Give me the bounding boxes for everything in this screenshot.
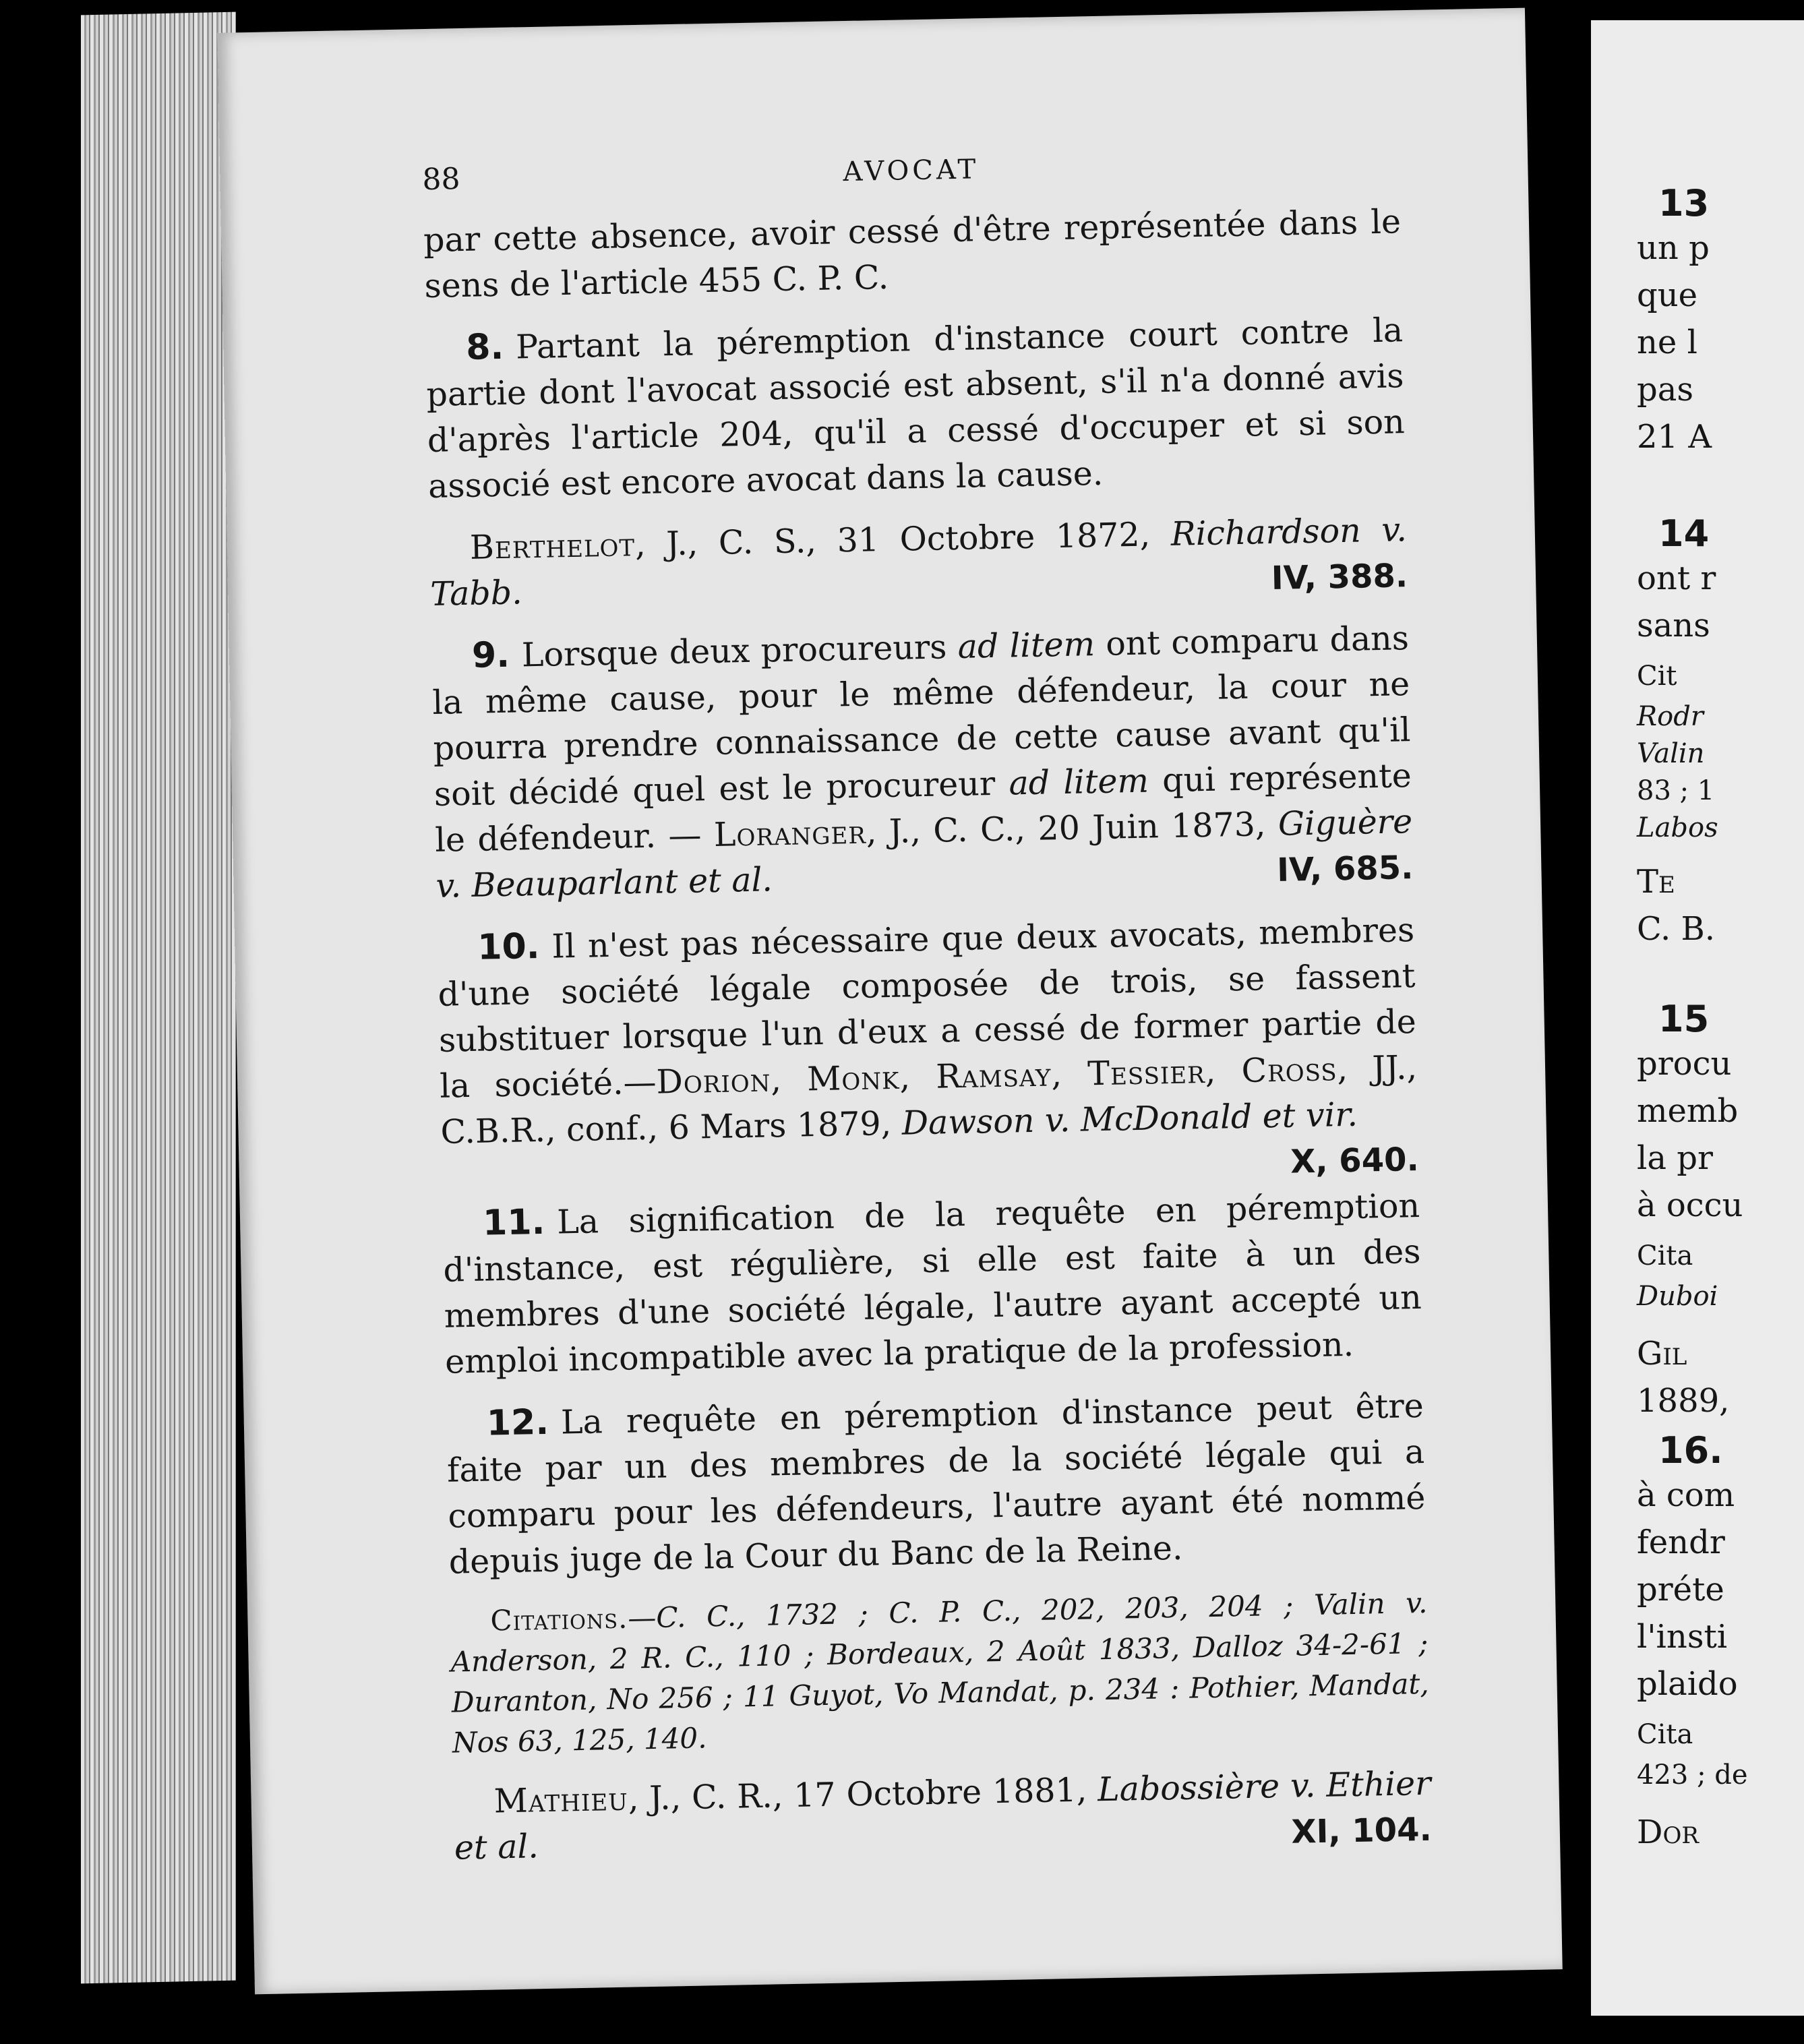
rp-line: procu <box>1637 1045 1732 1083</box>
rp-line: Valin <box>1637 738 1705 769</box>
rp-entry-number: 16. <box>1658 1429 1723 1472</box>
rp-line: que <box>1637 276 1698 314</box>
rp-line: à com <box>1637 1476 1735 1514</box>
citation-text: , J., C. S., 31 Octobre 1872, <box>634 514 1172 564</box>
rp-entry-number: 15 <box>1658 998 1710 1040</box>
rp-line: plaido <box>1637 1665 1738 1703</box>
volume-reference: IV, 388. <box>1271 557 1408 598</box>
rp-line: Duboi <box>1637 1281 1718 1312</box>
rp-line: Labos <box>1637 812 1718 843</box>
rp-line: ne l <box>1637 324 1697 361</box>
rp-line: C. B. <box>1637 910 1716 948</box>
citations-block <box>450 1583 1430 1764</box>
rp-line: 21 A <box>1637 418 1712 456</box>
rp-line: 83 ; 1 <box>1637 775 1715 806</box>
entry-number: 9. <box>471 634 510 676</box>
citation-8 <box>429 507 1408 618</box>
rp-line: l'insti <box>1637 1618 1728 1656</box>
page-number: 88 <box>421 162 460 198</box>
citation-text: , J., C. C., 20 Juin 1873, <box>866 804 1279 851</box>
entry-number: 11. <box>482 1201 545 1244</box>
rp-line: fendr <box>1637 1524 1725 1561</box>
entry-number: 8. <box>465 326 504 368</box>
rp-line: ont r <box>1637 560 1716 597</box>
rp-line: à occu <box>1637 1186 1743 1224</box>
rp-line: Te <box>1637 863 1675 901</box>
entry-text: La signification de la requête en péremption d'instance, est régulière, si elle est faite à un des membres d'une société légale, l'autre ayant accepté un emploi incompatible avec la pratique de la profession. <box>442 1186 1422 1381</box>
judge-names: Dorion, Monk, Ramsay, Tessier, Cross <box>655 1050 1338 1102</box>
case-name: Giguère v. Beauparlant et al. <box>435 802 1413 905</box>
entry-11 <box>442 1182 1423 1385</box>
entry-text: Partant la péremption d'instance court contre la partie dont l'avocat associé est absent, s'il n'a donné avis d'après l'article 204, qu'il a cessé d'occuper et si son associé est encore avocat dans la cause. <box>426 311 1406 506</box>
entry-number: 12. <box>486 1402 549 1444</box>
citation-text: , JJ., C.B.R., conf., 6 Mars 1879, <box>440 1048 1418 1151</box>
latin-term: ad litem <box>1008 761 1149 803</box>
rp-line: la pr <box>1637 1139 1713 1177</box>
citations-label: Citations. <box>490 1601 628 1637</box>
rp-line: Rodr <box>1637 701 1704 732</box>
rp-line: memb <box>1637 1092 1739 1130</box>
volume-reference: X, 640. <box>1290 1140 1420 1181</box>
volume-reference: XI, 104. <box>1290 1810 1433 1851</box>
judge-name: Loranger <box>713 812 867 854</box>
rp-line: Cit <box>1637 661 1677 692</box>
paragraph-continuation: par cette absence, avoir cessé d'être représentée dans le sens de l'article 455 C. P. C. <box>423 202 1402 306</box>
right-page-fragment <box>1591 20 1804 2016</box>
rp-line: sans <box>1637 607 1710 644</box>
rp-line: Dor <box>1637 1813 1699 1851</box>
judge-name: Berthelot <box>469 525 636 567</box>
entry-number: 10. <box>477 926 541 968</box>
rp-line: pas <box>1637 371 1693 409</box>
left-page <box>217 8 1563 1995</box>
entry-9 <box>431 615 1414 909</box>
entry-text: La requête en péremption d'instance peut être faite par un des membres de la société légale qui a comparu pour les défendeurs, l'autre ayant été nommé depuis juge de la Cour du Banc de la Reine. <box>446 1386 1426 1582</box>
latin-term: ad litem <box>957 625 1095 666</box>
rp-line: Gil <box>1637 1335 1687 1373</box>
rp-line: préte <box>1637 1571 1724 1609</box>
rp-line: Cita <box>1637 1719 1693 1750</box>
citation-text: , J., C. R., 17 Octobre 1881, <box>628 1770 1098 1818</box>
case-name: Dawson v. McDonald et vir. <box>901 1095 1358 1143</box>
judge-name: Mathieu <box>493 1779 629 1821</box>
citations-text: —C. C., 1732 ; C. P. C., 202, 203, 204 ; Valin v. Anderson, 2 R. C., 110 ; Bordeaux, 2 Août 1833, Dalloz 34-2-61 ; Duranton, No 256 ; 11 Guyot, Vo Mandat, p. 234 : Pothier, Mandat, Nos 63, 125, 140. <box>450 1586 1430 1760</box>
entry-text: qui représente le défendeur. — <box>434 756 1412 860</box>
entry-text: Lorsque deux procureurs <box>521 627 959 675</box>
entry-text: Il n'est pas nécessaire que deux avocats, membres d'une société légale composée de trois, se fassent substituer lorsque l'un d'eux a cessé de former partie de la société.— <box>438 911 1417 1106</box>
citation-12 <box>453 1761 1432 1871</box>
case-name: Labossière v. Ethier et al. <box>454 1764 1431 1867</box>
running-title: AVOCAT <box>842 154 980 188</box>
rp-entry-number: 14 <box>1658 512 1710 555</box>
page-text <box>422 138 1433 1887</box>
rp-entry-number: 13 <box>1658 182 1710 224</box>
entry-10 <box>437 907 1420 1181</box>
entry-12 <box>446 1383 1426 1586</box>
page-edges <box>81 12 236 1984</box>
rp-line: 1889, <box>1637 1382 1730 1420</box>
rp-line: un p <box>1637 229 1710 267</box>
rp-line: Cita <box>1637 1240 1693 1271</box>
entry-text: ont comparu dans la même cause, pour le même défendeur, la cour ne pourra prendre connaissance de cette cause avant qu'il soit décidé quel est le procureur <box>431 619 1411 814</box>
case-name: Richardson v. Tabb. <box>429 510 1408 613</box>
volume-reference: IV, 685. <box>1276 849 1414 889</box>
entry-8 <box>425 307 1406 510</box>
rp-line: 423 ; de <box>1637 1760 1748 1791</box>
